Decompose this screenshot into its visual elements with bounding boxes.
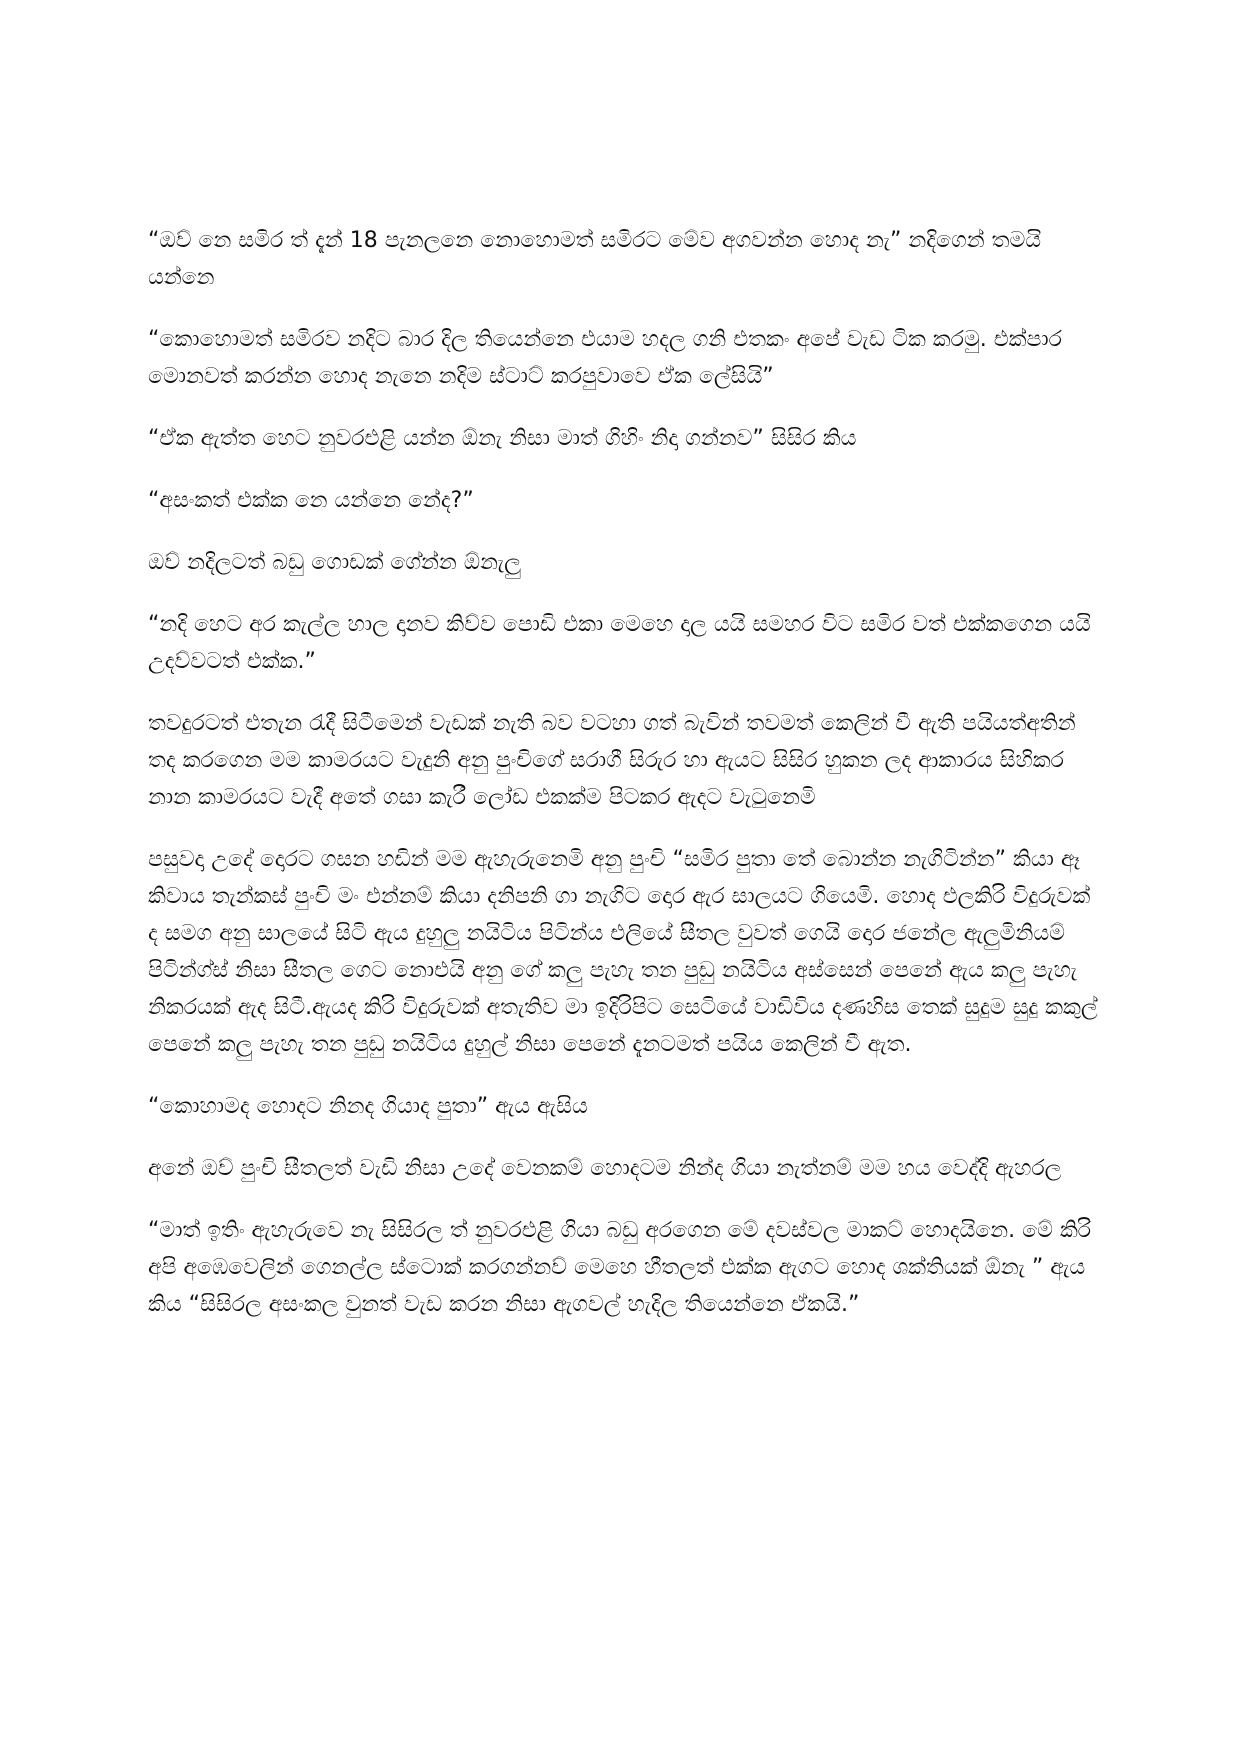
paragraph: “ඔව් නෙ සමිර ත් දැන් 18 පැනලනෙ නොහොමත් සමිරට මේව අගවන්න හොද නැ” නදිගෙන් තමයි යන්නෙ [148, 228, 1042, 290]
paragraph: “අසංකත් එක්ක නෙ යන්නෙ නේද?” [148, 488, 474, 513]
paragraph: අනේ ඔව් පුංචි සීතලත් වැඩි නිසා උදේ වෙනකම් හොදටම නින්ද ගියා නැත්නම් මම හය වෙද්දි ඇහරල [148, 1156, 1062, 1181]
paragraph: “කොහොමත් සමිරව නදිට බාර දිල තියෙන්නෙ එයාම හදල ගනි එතකං අපේ වැඩ ටික කරමු. එක්පාර මොනවත් කරන්න හොද නැනෙ නදිම ස්ටාට් කරපුවාවෙ ඒක ලේසියි” [148, 327, 1062, 389]
paragraph: “නදි හෙට අර කැල්ල හාල දානව කිව්ව පොඩි එකා මෙහෙ දාල යයි සමහර විට සමිර වත් එක්කගෙන යයි උදව්වටත් එක්ක.” [148, 612, 1091, 674]
paragraph: “කොහාමද හොදට නිනද ගියාද පුතා” ඇය ඇසිය [148, 1094, 588, 1119]
paragraph: ඔව් නදිලටත් බඩු ගොඩක් ගේන්න ඕනැලු [148, 550, 521, 575]
paragraph: පසුවදා උදේ දොරට ගසන හඩින් මම ඇහැරුනෙමි අනු පුංචි “සමිර පුතා තේ බොන්න නැගිටින්න” කියා ඈ කිවාය තැන්කස් පුංචි මං එන්නම් කියා දනිපනි ගා නැගිට දොර ඇර සාලයට ගියෙමි. හොද එලකිරි විදුරුවක් ද සමග අනු සාලයේ සිටි ඇය දුහුලු නයිටිය පිටින්ය එලියේ සීතල වුවත් ගෙයි දොර ජනේල ඇලුමිනියම් පිටින්ග්ස් නිසා සීතල ගෙට නොඑයි අනු ගේ කලු පැහැ තන පුඩු නයිටිය අස්සෙන් පෙනේ ඇය කලු පැහැ නිකරයක් ඇද සිටී.ඇයද කිරි විදුරුවක් අතැතිව මා ඉදිරිපිට සෙටියේ වාඩිවිය දණහිස තෙක් සුදුම සුදු කකුල් පෙනේ කලු පැහැ තන පුඩු නයිටිය දුහුල් නිසා පෙනේ දැනටමත් පයිය කෙලින් වී ඇත. [148, 847, 1098, 1057]
paragraph: තවදුරටත් එතැන රැදී සිටීමෙන් වැඩක් නැති බව වටහා ගත් බැවින් තවමත් කෙලින් වී ඇති පයියත්අතින් තද කරගෙන මම කාමරයට වැදුනි අනු පුංචිගේ සරාගී සිරුර හා ඇයට සිසිර හුකන ලද ආකාරය සිහිකර නාන කාමරයට වැදී අතේ ගසා කැරී ලෝඩ එකක්ම පිටකර ඇදට වැටුනෙමි [148, 711, 1076, 810]
document-body [148, 222, 1098, 1348]
paragraph: “මාත් ඉතිං ඇහැරුවෙ නැ සිසිරල ත් නුවරඑළි ගියා බඩු අරගෙන මේ දවස්වල මාකට් හොදයිනෙ. මේ කිරි අපි අඹෙවෙලින් ගෙනල්ල ස්ටොක් කරගන්නව් මෙහෙ හීතලත් එක්ක ඇගට හොද ශක්තියක් ඕනැ ” ඇය කිය “සිසිරල අසංකල වුනත් වැඩ කරන නිසා ඇගවල් හැදිල තියෙන්නෙ ඒකයි.” [148, 1218, 1092, 1317]
paragraph: “ඒක ඇත්ත හෙට නුවරඑළි යන්න ඕනැ නිසා මාත් ගිහිං නිදා ගන්නව” සිසිර කිය [148, 426, 857, 451]
